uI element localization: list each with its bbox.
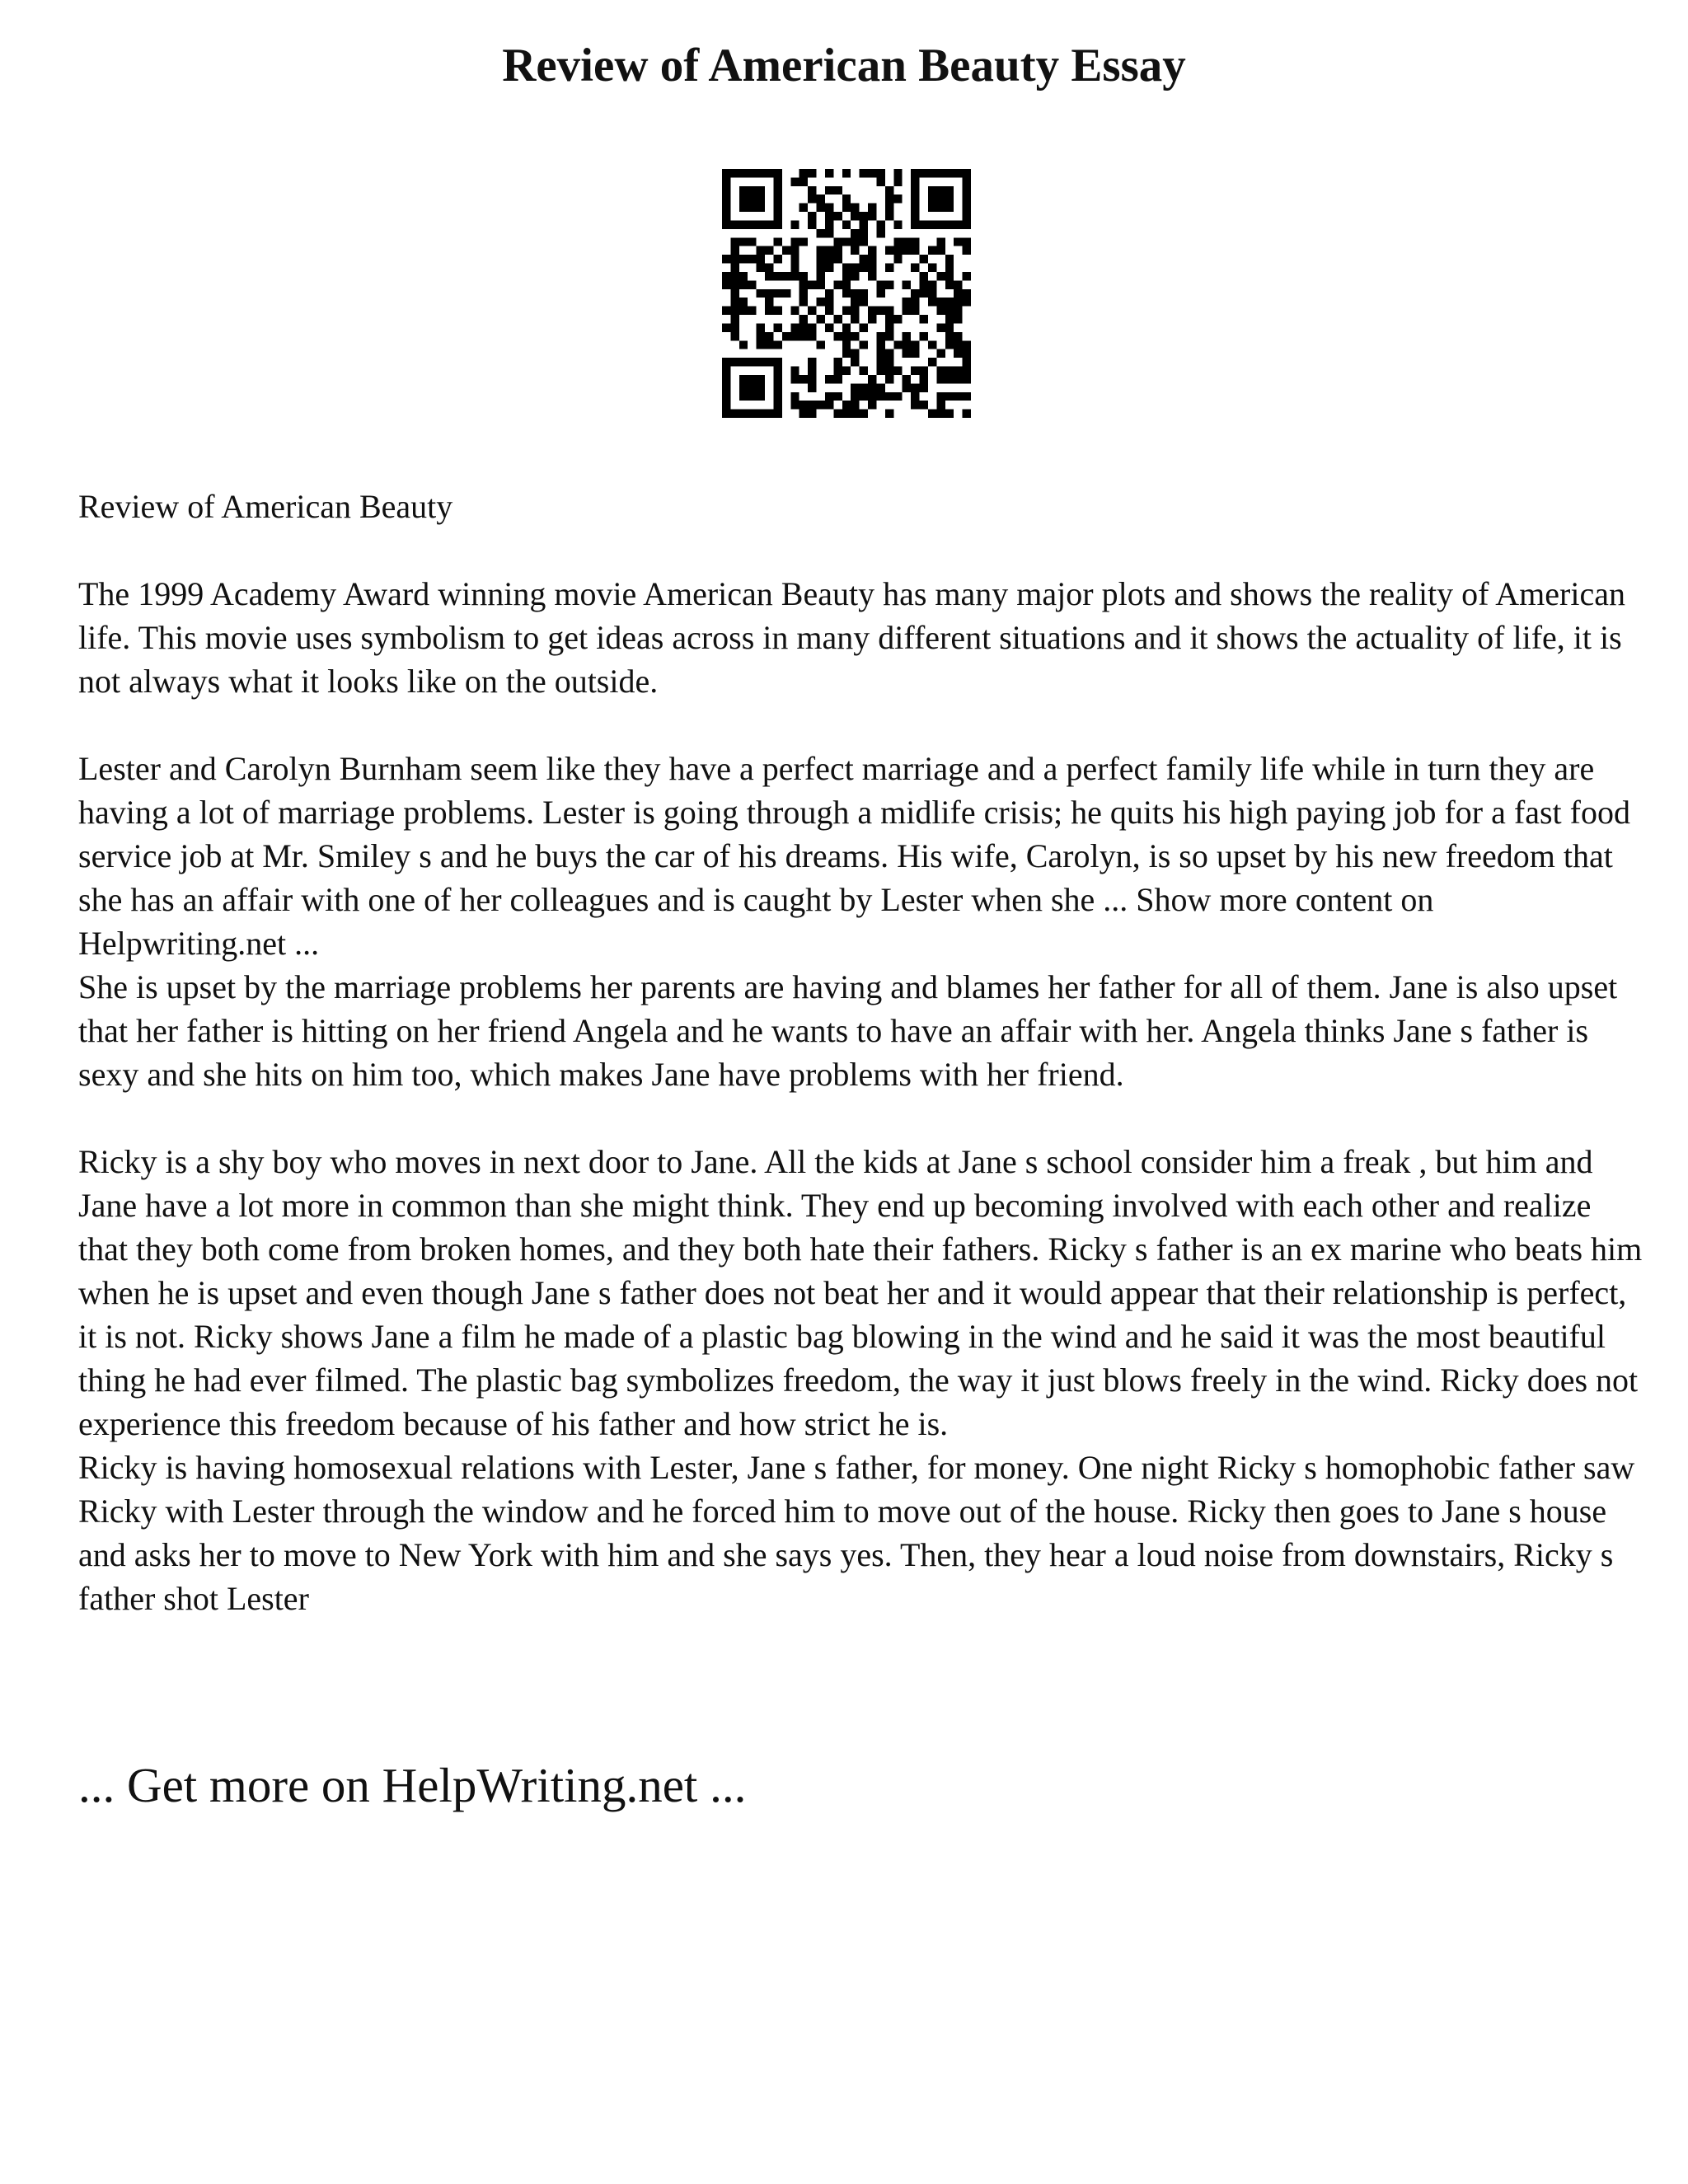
get-more-link[interactable]: ... Get more on HelpWriting.net ...: [78, 1758, 747, 1812]
document-title: Review of American Beauty Essay: [502, 40, 1186, 91]
paragraph-3: She is upset by the marriage problems her parents are having and blames her father for all of them. Jane is also upset that her father is hitting on her friend Angela and he wants to have an affair with her. Angela thinks Jane s father is sexy and she hits on him too, which makes Jane have problems with her friend.: [78, 968, 1618, 1093]
qr-code-graphic: [722, 169, 971, 418]
essay-body: [78, 485, 1644, 1620]
paragraph-2: Lester and Carolyn Burnham seem like they have a perfect marriage and a perfect family life while in turn they are having a lot of marriage problems. Lester is going through a midlife crisis; he quits his high paying job for a fast food service job at Mr. Smiley s and he buys the car of his dreams. His wife, Carolyn, is so upset by his new freedom that she has an affair with one of her colleagues and is caught by Lester when she ... Show more content on Helpwriting.net ...: [78, 750, 1630, 962]
paragraph-4: Ricky is a shy boy who moves in next door to Jane. All the kids at Jane s school consider him a freak , but him and Jane have a lot more in common than she might think. They end up becoming involved with each other and realize that they both come from broken homes, and they both hate their fathers. Ricky s father is an ex marine who beats him when he is upset and even though Jane s father does not beat her and it would appear that their relationship is perfect, it is not. Ricky shows Jane a film he made of a plastic bag blowing in the wind and he said it was the most beautiful thing he had ever filmed. The plastic bag symbolizes freedom, the way it just blows freely in the wind. Ricky does not experience this freedom because of his father and how strict he is.: [78, 1143, 1643, 1442]
paragraph-5: Ricky is having homosexual relations with Lester, Jane s father, for money. One night Ricky s homophobic father saw Ricky with Lester through the window and he forced him to move out of the house. Ricky then goes to Jane s house and asks her to move to New York with him and she says yes. Then, they hear a loud noise from downstairs, Ricky s father shot Lester: [78, 1449, 1635, 1617]
paragraph-1: The 1999 Academy Award winning movie American Beauty has many major plots and shows the reality of American life. This movie uses symbolism to get ideas across in many different situations and it shows the actuality of life, it is not always what it looks like on the outside.: [78, 575, 1625, 700]
qr-code-icon: [722, 169, 971, 418]
essay-subheading: Review of American Beauty: [78, 488, 453, 525]
